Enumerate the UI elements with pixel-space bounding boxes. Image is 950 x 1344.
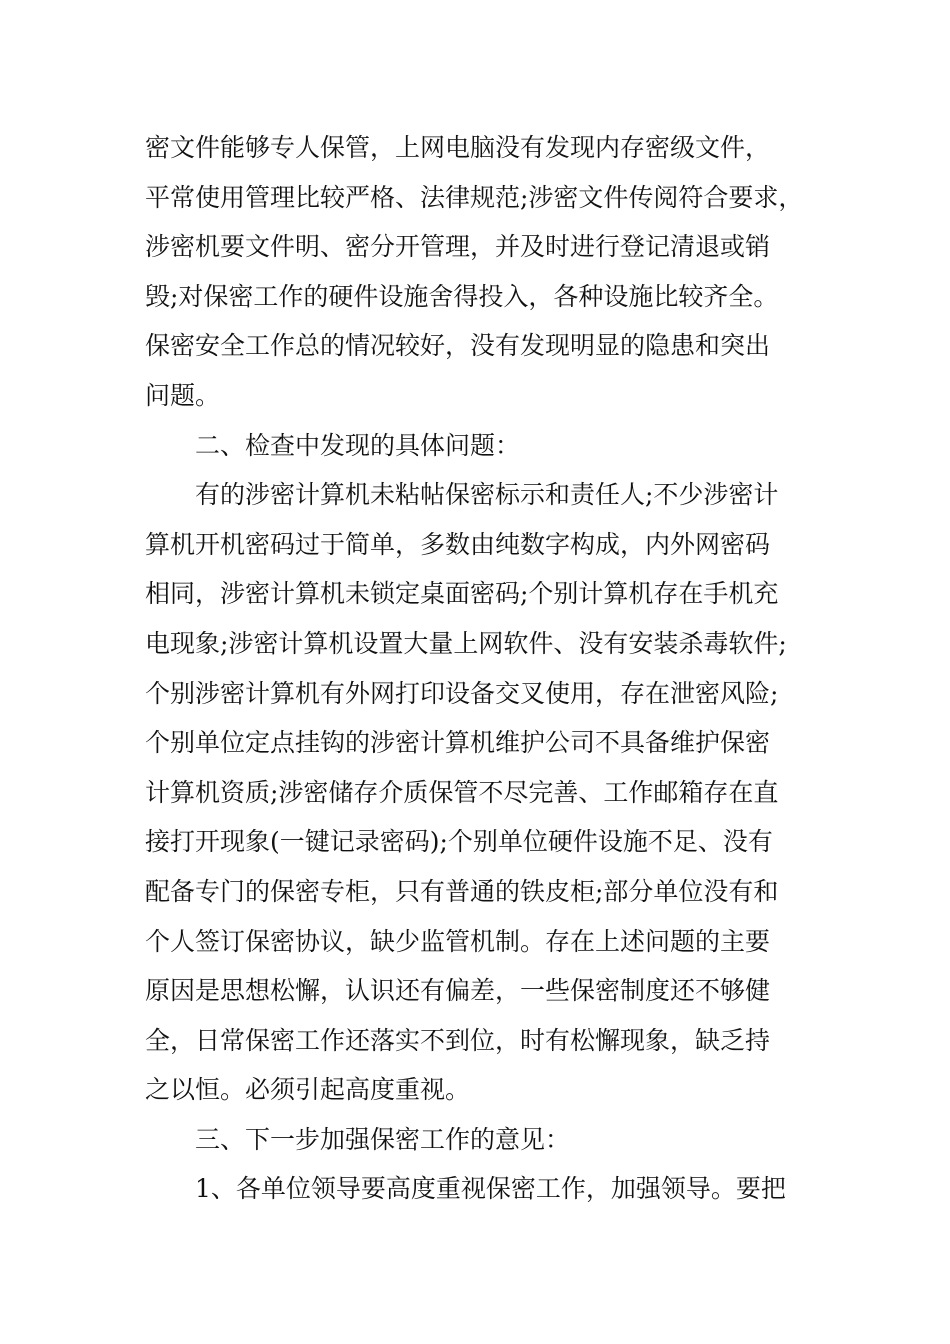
text-line: 平常使用管理比较严格、法律规范;涉密文件传阅符合要求， xyxy=(145,182,804,212)
text-line: 原因是思想松懈，认识还有偏差，一些保密制度还不够健 xyxy=(145,976,771,1006)
text-line: 配备专门的保密专柜，只有普通的铁皮柜;部分单位没有和 xyxy=(145,876,779,906)
text-line: 个别单位定点挂钩的涉密计算机维护公司不具备维护保密 xyxy=(145,728,771,758)
text-line: 相同，涉密计算机未锁定桌面密码;个别计算机存在手机充 xyxy=(145,579,779,609)
text-line: 保密安全工作总的情况较好，没有发现明显的隐患和突出 xyxy=(145,331,771,361)
text-line: 密文件能够专人保管，上网电脑没有发现内存密级文件， xyxy=(145,133,771,162)
text-line: 个别涉密计算机有外网打印设备交叉使用，存在泄密风险; xyxy=(145,678,779,708)
text-line: 之以恒。必须引起高度重视。 xyxy=(145,1075,471,1105)
paragraph-start: 有的涉密计算机未粘帖保密标示和责任人;不少涉密计 xyxy=(195,480,779,510)
document-body xyxy=(145,123,815,1214)
text-line: 电现象;涉密计算机设置大量上网软件、没有安装杀毒软件; xyxy=(145,628,787,658)
text-line: 算机开机密码过于简单，多数由纯数字构成，内外网密码 xyxy=(145,529,771,559)
text-line: 接打开现象(一键记录密码);个别单位硬件设施不足、没有 xyxy=(145,827,773,857)
text-line: 涉密机要文件明、密分开管理，并及时进行登记清退或销 xyxy=(145,232,771,262)
section-heading-3: 三、下一步加强保密工作的意见： xyxy=(195,1124,571,1154)
paragraph-start: 1、各单位领导要高度重视保密工作，加强领导。要把 xyxy=(195,1174,786,1204)
text-line: 问题。 xyxy=(145,380,221,410)
section-heading-2: 二、检查中发现的具体问题： xyxy=(195,430,521,460)
text-line: 毁;对保密工作的硬件设施舍得投入，各种设施比较齐全。 xyxy=(145,281,779,311)
text-line: 计算机资质;涉密储存介质保管不尽完善、工作邮箱存在直 xyxy=(145,777,779,807)
text-line: 个人签订保密协议，缺少监管机制。存在上述问题的主要 xyxy=(145,926,771,956)
text-line: 全，日常保密工作还落实不到位，时有松懈现象，缺乏持 xyxy=(145,1025,771,1055)
